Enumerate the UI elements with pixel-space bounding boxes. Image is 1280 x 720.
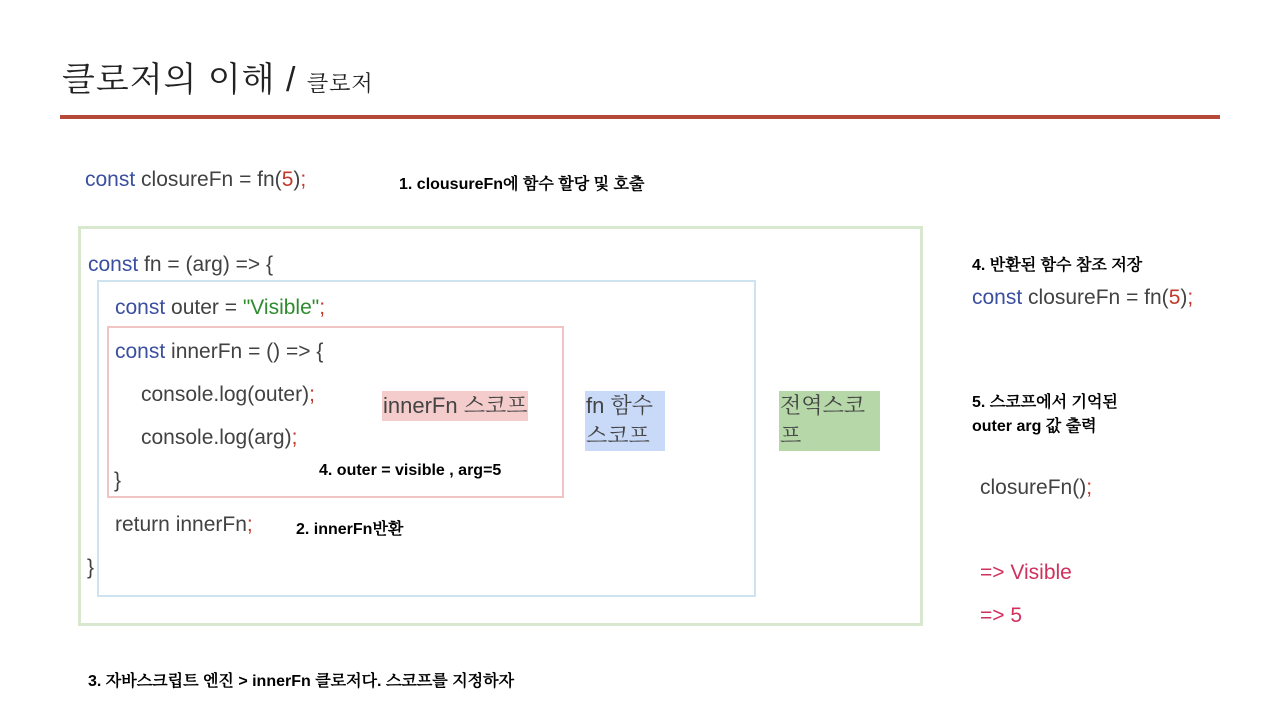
- semicolon: ;: [319, 296, 326, 319]
- code-text: ): [293, 168, 301, 191]
- right-code-line: [972, 286, 1193, 310]
- note-step-5-line2: outer arg 값 출력: [972, 418, 1097, 435]
- code-text: ): [1180, 286, 1188, 309]
- code-line-log-outer: [141, 383, 315, 407]
- inner-scope-label: innerFn 스코프: [382, 391, 528, 421]
- note-step-3: 3. 자바스크립트 엔진 > innerFn 클로저다. 스코프를 지정하자: [88, 673, 515, 690]
- semicolon: ;: [300, 168, 307, 191]
- semicolon: ;: [291, 426, 298, 449]
- code-line-return: [115, 513, 253, 537]
- note-step-1: 1. clousureFn에 함수 할당 및 호출: [399, 176, 645, 193]
- output-line-5: => 5: [980, 604, 1023, 627]
- code-line-fn-decl: [88, 253, 273, 277]
- keyword: const: [88, 253, 139, 276]
- slide-title-sub: 클로저: [306, 71, 374, 96]
- slide-title: [62, 52, 374, 101]
- top-code-line: [85, 168, 306, 192]
- code-line-innerfn-decl: [115, 340, 323, 364]
- keyword: const: [972, 286, 1023, 309]
- code-text: return innerFn: [115, 513, 247, 536]
- fn-scope-label: fn 함수 스코프: [585, 391, 665, 451]
- note-step-5-line1: 5. 스코프에서 기억된: [972, 394, 1118, 411]
- keyword: const: [85, 168, 136, 191]
- semicolon: ;: [309, 383, 315, 406]
- global-scope-label: 전역스코프: [779, 391, 880, 451]
- code-text: outer =: [165, 296, 243, 319]
- closure-call-line: [980, 476, 1092, 500]
- semicolon: ;: [1086, 476, 1093, 499]
- note-step-2: 2. innerFn반환: [296, 521, 404, 538]
- slide-title-main: 클로저의 이해 /: [62, 61, 307, 99]
- code-line-outer: [115, 296, 325, 320]
- keyword: const: [115, 340, 166, 363]
- code-text: console.log(outer): [141, 383, 310, 406]
- code-text: closureFn(): [980, 476, 1087, 499]
- keyword: const: [115, 296, 166, 319]
- note-step-4-store: 4. 반환된 함수 참조 저장: [972, 257, 1143, 274]
- string-literal: "Visible": [242, 296, 320, 319]
- code-text: fn = (arg) => {: [138, 253, 274, 276]
- semicolon: ;: [1187, 286, 1194, 309]
- code-text: innerFn = () => {: [165, 340, 324, 363]
- code-text: closureFn = fn(: [135, 168, 282, 191]
- code-line-inner-close: }: [114, 469, 122, 492]
- semicolon: ;: [246, 513, 253, 536]
- title-divider: [60, 115, 1220, 119]
- number-literal: 5: [281, 168, 294, 191]
- number-literal: 5: [1168, 286, 1181, 309]
- code-line-fn-close: }: [87, 556, 95, 579]
- code-text: console.log(arg): [141, 426, 292, 449]
- output-line-visible: => Visible: [980, 561, 1072, 584]
- code-line-log-arg: [141, 426, 297, 450]
- note-step-4-values: 4. outer = visible , arg=5: [319, 462, 502, 479]
- code-text: closureFn = fn(: [1022, 286, 1169, 309]
